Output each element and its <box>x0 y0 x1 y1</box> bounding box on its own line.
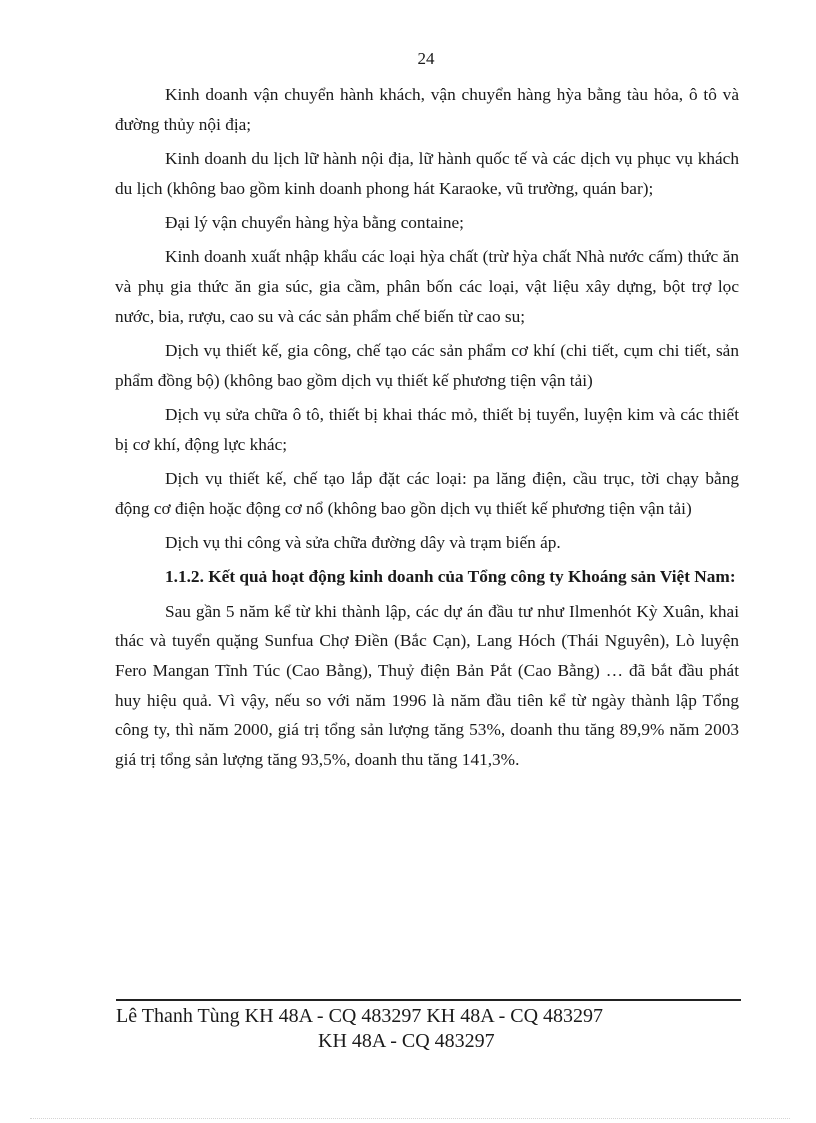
paragraph-mechanical-design: Dịch vụ thiết kế, gia công, chế tạo các sản phẩm cơ khí (chi tiết, cụm chi tiết, sản phẩm đồng bộ) (không bao gồm dịch vụ thiết kế phương tiện vận tải) <box>115 341 739 390</box>
paragraph-container-agency: Đại lý vận chuyển hàng hỳa bằng containe; <box>165 213 464 232</box>
footer-line-1: Lê Thanh Tùng KH 48A - CQ 483297 KH 48A - CQ 483297 <box>116 1005 604 1027</box>
paragraph-power-lines: Dịch vụ thi công và sửa chữa đường dây và trạm biến áp. <box>165 533 561 552</box>
footer-divider <box>116 999 741 1001</box>
footer <box>116 1004 716 1054</box>
page-bottom-border <box>30 1118 790 1119</box>
paragraph-transport: Kinh doanh vận chuyển hành khách, vận chuyển hàng hỳa bằng tàu hỏa, ô tô và đường thủy nội địa; <box>115 85 739 134</box>
page-number: 24 <box>417 49 435 68</box>
paragraph-repair-services: Dịch vụ sửa chữa ô tô, thiết bị khai thác mỏ, thiết bị tuyển, luyện kim và các thiết bị cơ khí, động lực khác; <box>115 405 739 454</box>
paragraph-results: Sau gần 5 năm kể từ khi thành lập, các dự án đầu tư như Ilmenhót Kỳ Xuân, khai thác và tuyển quặng Sunfua Chợ Điền (Bắc Cạn), Lang Hóch (Thái Nguyên), Lò luyện Fero Mangan Tĩnh Túc (Cao Bằng), Thuỷ điện Bản Pắt (Cao Bằng) … đã bắt đầu phát huy hiệu quả. Vì vậy, nếu so với năm 1996 là năm đầu tiên kể từ ngày thành lập Tổng công ty, thì năm 2000, giá trị tổng sản lượng tăng 53%, doanh thu tăng 89,9% năm 2003 giá trị tổng sản lượng tăng 93,5%, doanh thu tăng 141,3%. <box>115 601 739 770</box>
document-body <box>115 80 739 779</box>
paragraph-hoist-crane: Dịch vụ thiết kế, chế tạo lắp đặt các loại: pa lăng điện, cầu trục, tời chạy bằng động cơ điện hoặc động cơ nổ (không bao gồn dịch vụ thiết kế phương tiện vận tải) <box>115 469 739 518</box>
section-heading: 1.1.2. Kết quả hoạt động kinh doanh của Tổng công ty Khoáng sản Việt Nam: <box>165 567 736 587</box>
paragraph-import-export: Kinh doanh xuất nhập khẩu các loại hỳa chất (trừ hỳa chất Nhà nước cấm) thức ăn và phụ gia thức ăn gia súc, gia cầm, phân bốn các loại, vật liệu xây dựng, bột trợ lọc nước, bia, rượu, cao su và các sản phẩm chế biến từ cao su; <box>115 247 739 326</box>
paragraph-tourism: Kinh doanh du lịch lữ hành nội địa, lữ hành quốc tế và các dịch vụ phục vụ khách du lịch (không bao gồm kinh doanh phong hát Karaoke, vũ trường, quán bar); <box>115 149 739 198</box>
footer-line-2: KH 48A - CQ 483297 <box>318 1030 495 1052</box>
